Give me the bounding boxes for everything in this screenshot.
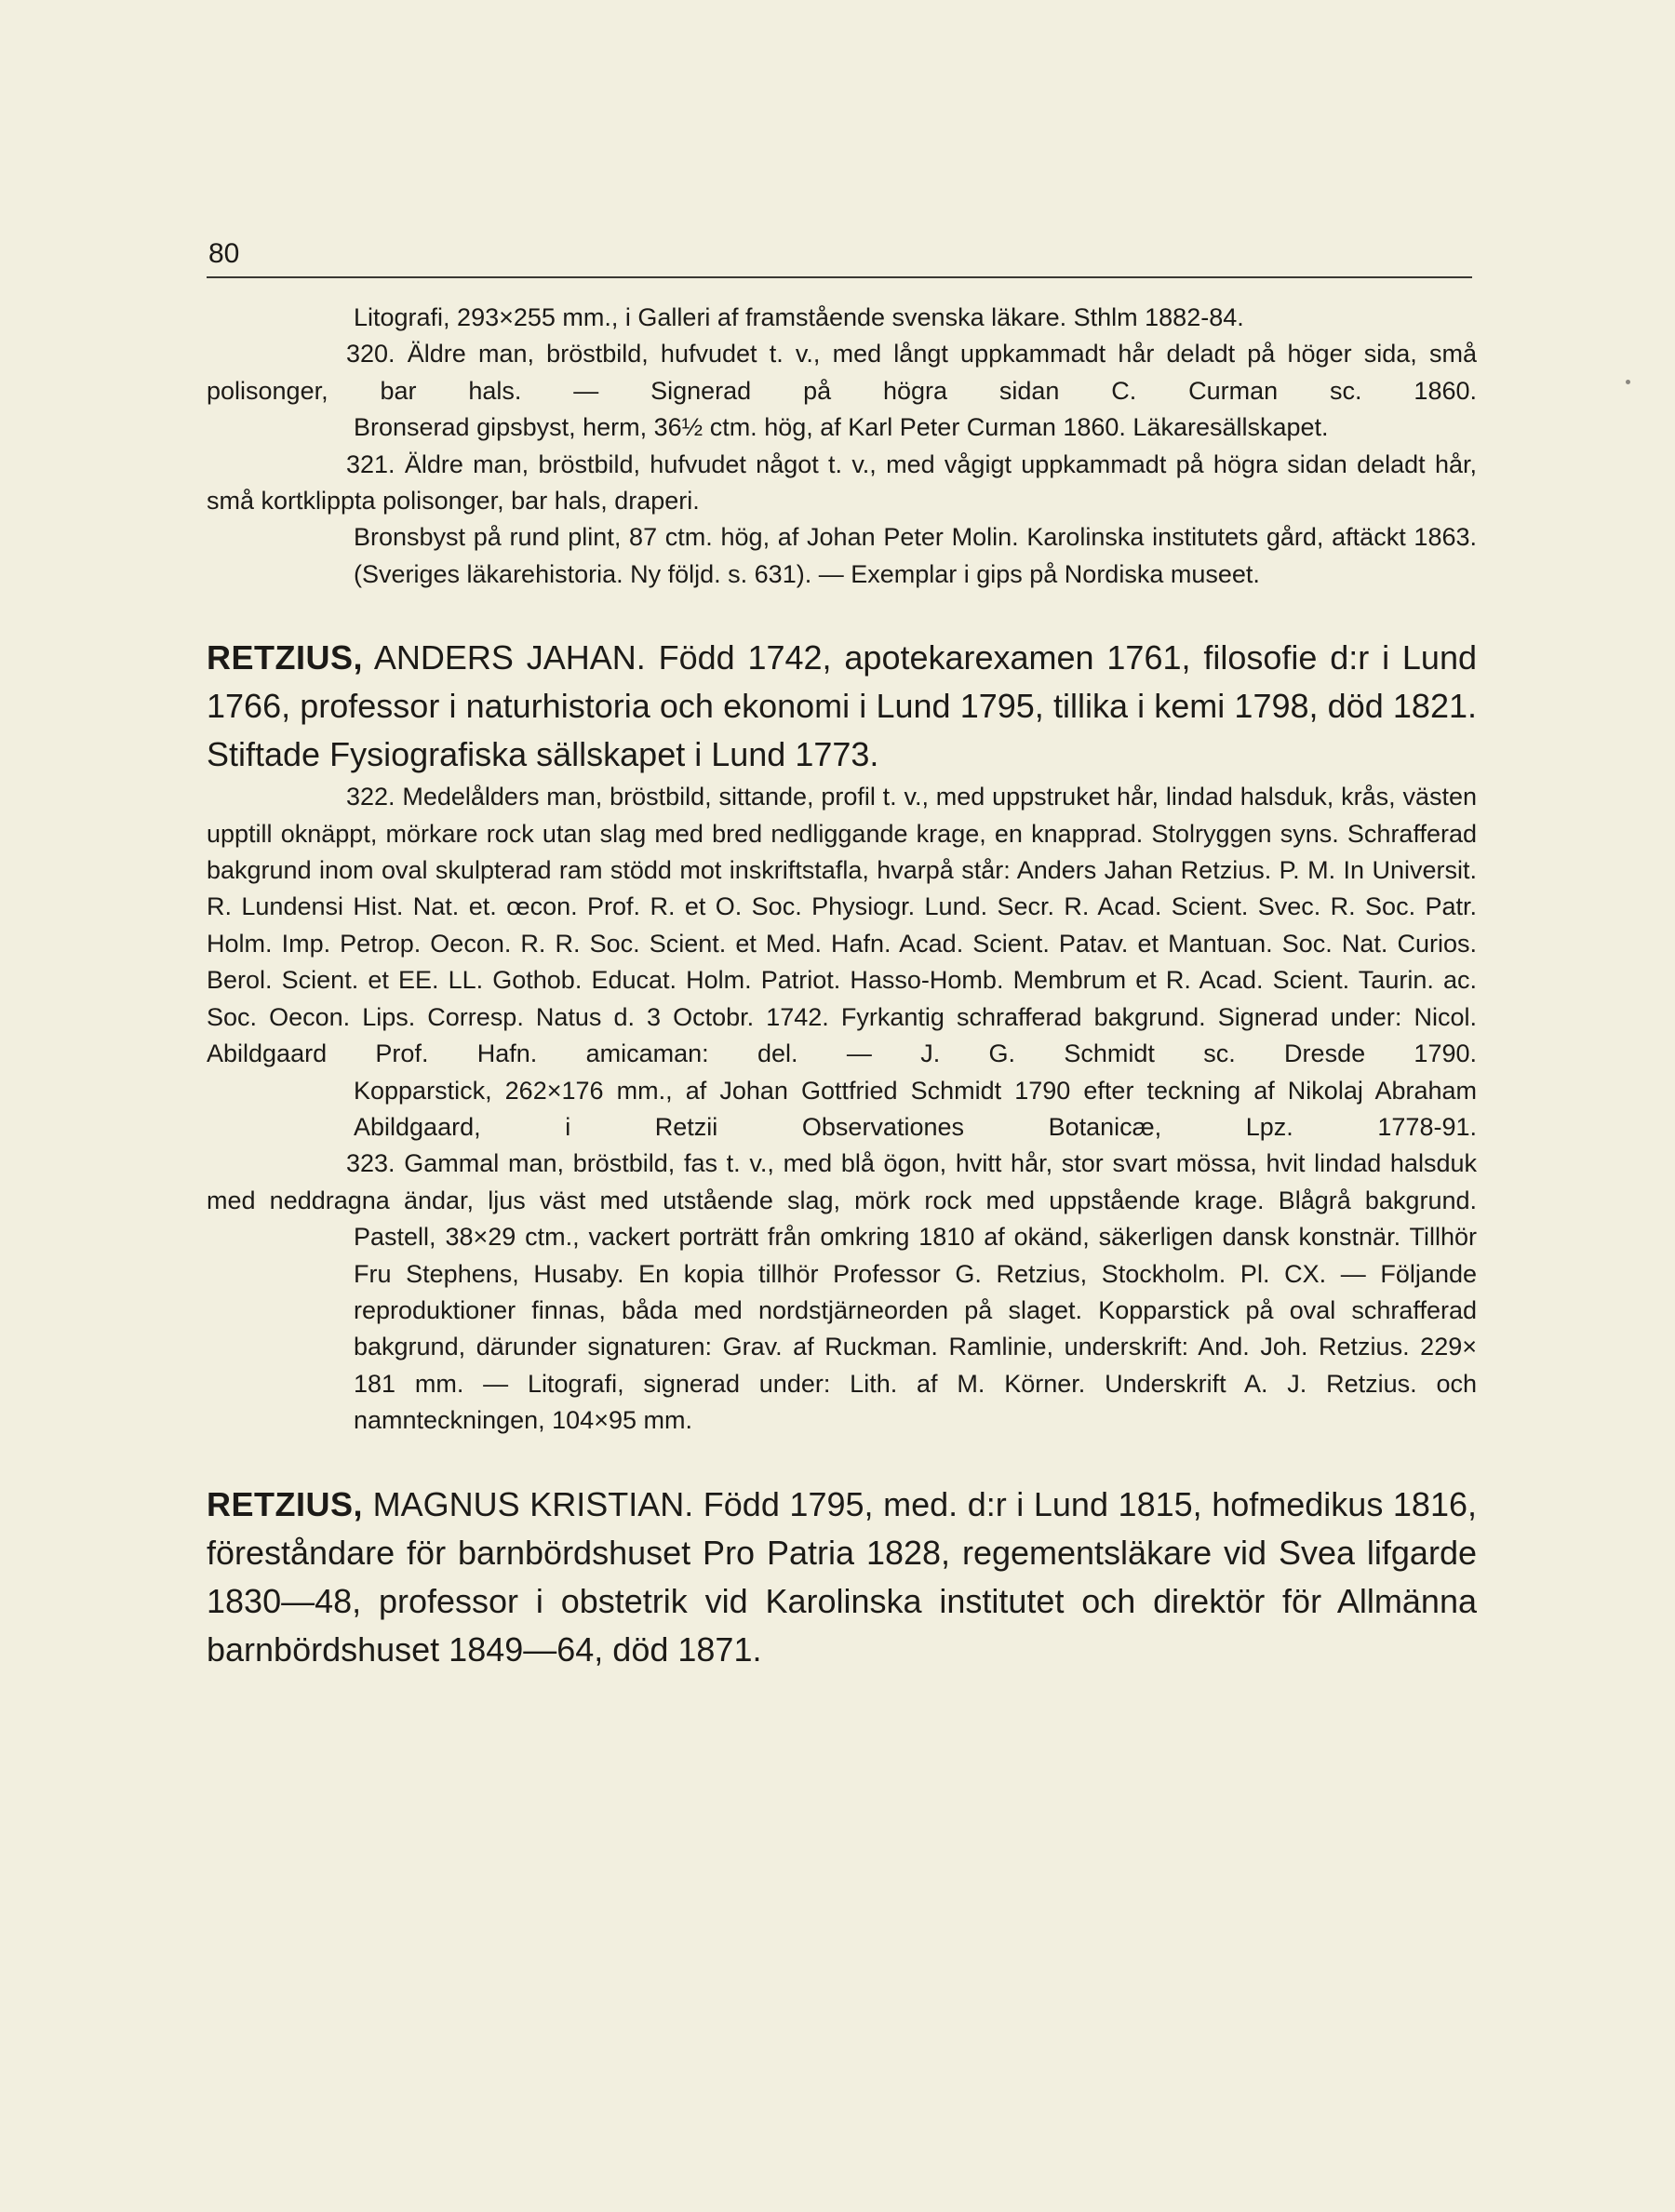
heading-surname: RETZIUS, <box>207 1484 364 1523</box>
page-body <box>207 300 1477 1674</box>
entry-320-description: 320. Äldre man, bröstbild, hufvudet t. v., med långt uppkammadt hår deladt på höger sida, små polisonger, bar hals. — Signerad på högra sidan C. Curman sc. 1860. <box>207 340 1477 405</box>
heading-magnus-kristian-retzius <box>207 1481 1477 1674</box>
heading-anders-jahan-retzius <box>207 634 1477 779</box>
header-rule <box>207 276 1472 278</box>
entry-323-technique: Pastell, 38×29 ctm., vackert porträtt från omkring 1810 af okänd, säkerligen dansk konstnär. Tillhör Fru Stephens, Husaby. En kopia tillhör Professor G. Retzius, Stockholm. Pl. CX. — Följande reproduktioner finnas, båda med nordstjärneorden på slaget. Kopparstick på oval schrafferad bakgrund, därunder signaturen: Grav. af Ruckman. Ramlinie, underskrift: And. Joh. Retzius. 229× 181 mm. — Litografi, signerad under: Lith. af M. Körner. Underskrift A. J. Retzius. och namnteckningen, 104×95 mm. <box>354 1223 1477 1435</box>
entry-323-description: 323. Gammal man, bröstbild, fas t. v., med blå ögon, hvitt hår, stor svart mössa, hvit lindad halsduk med neddragna ändar, ljus väst med utstående slag, mörk rock med uppstående krage. Blågrå bakgrund. <box>207 1149 1477 1214</box>
heading-biography: MAGNUS KRISTIAN. Född 1795, med. d:r i Lund 1815, hofmedikus 1816, föreståndare för barnbördshuset Pro Patria 1828, regementsläkare vid Svea lifgarde 1830—48, professor i obstetrik vid Karolinska institutet och direktör för Allmänna barnbördshuset 1849—64, död 1871. <box>207 1484 1477 1669</box>
page-number: 80 <box>208 238 240 269</box>
entry-320-technique: Bronserad gipsbyst, herm, 36½ ctm. hög, af Karl Peter Curman 1860. Läkaresällskapet. <box>354 413 1329 442</box>
entry-322-description: 322. Medelålders man, bröstbild, sittande, profil t. v., med uppstruket hår, lindad halsduk, krås, västen upptill oknäppt, mörkare rock utan slag med bred nedliggande krage, en knapprad. Stolryggen syns. Schrafferad bakgrund inom oval skulpterad ram stödd mot inskriftstafla, hvarpå står: Anders Jahan Retzius. P. M. In Universit. R. Lundensi Hist. Nat. et. œcon. Prof. R. et O. Soc. Physiogr. Lund. Secr. R. Acad. Scient. Svec. R. Soc. Patr. Holm. Imp. Petrop. Oecon. R. R. Soc. Scient. et Med. Hafn. Acad. Scient. Patav. et Mantuan. Soc. Nat. Curios. Berol. Scient. et EE. LL. Gothob. Educat. Holm. Patriot. Hasso-Homb. Membrum et R. Acad. Scient. Taurin. ac. Soc. Oecon. Lips. Corresp. Natus d. 3 Octobr. 1742. Fyrkantig schrafferad bakgrund. Signerad under: Nicol. Abildgaard Prof. Hafn. amicaman: del. — J. G. Schmidt sc. Dresde 1790. <box>207 783 1477 1068</box>
heading-biography: ANDERS JAHAN. Född 1742, apotekarexamen 1761, filosofie d:r i Lund 1766, professor i naturhistoria och ekonomi i Lund 1795, tillika i kemi 1798, död 1821. Stiftade Fysiografiska sällskapet i Lund 1773. <box>207 638 1477 774</box>
entry-319-technique: Litografi, 293×255 mm., i Galleri af framstående svenska läkare. Sthlm 1882-84. <box>354 303 1244 331</box>
margin-dot <box>1626 380 1630 384</box>
entry-321-description: 321. Äldre man, bröstbild, hufvudet något t. v., med vågigt uppkammadt på högra sidan deladt hår, små kortklippta polisonger, bar hals, draperi. <box>207 449 1477 516</box>
entry-321-technique: Bronsbyst på rund plint, 87 ctm. hög, af Johan Peter Molin. Karolinska institutets gård, aftäckt 1863. (Sveriges läkarehistoria. Ny följd. s. 631). — Exemplar i gips på Nordiska museet. <box>354 523 1477 588</box>
heading-surname: RETZIUS, <box>207 638 364 677</box>
entry-322-technique: Kopparstick, 262×176 mm., af Johan Gottfried Schmidt 1790 efter teckning af Nikolaj Abraham Abildgaard, i Retzii Observationes Botanicæ, Lpz. 1778-91. <box>354 1076 1477 1141</box>
